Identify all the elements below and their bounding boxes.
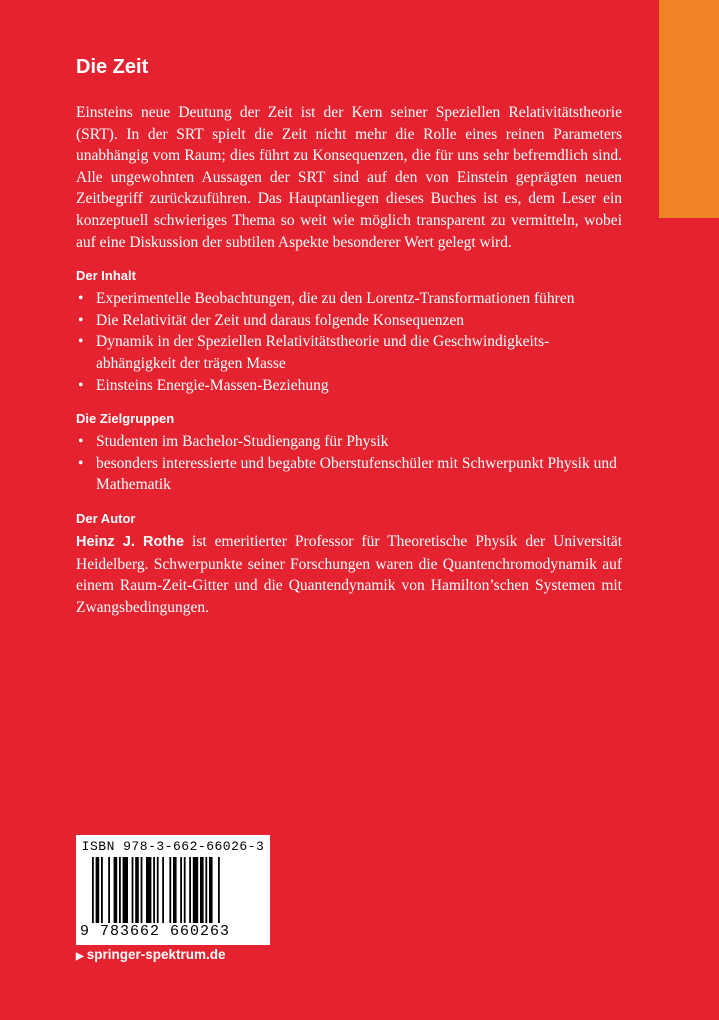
barcode-bar <box>184 857 186 923</box>
barcode-bar <box>96 857 100 923</box>
list-item: • Experimentelle Beobachtungen, die zu den Lorentz-Transformationen führen <box>76 288 622 310</box>
inhalt-list <box>76 288 622 396</box>
barcode-bar <box>108 857 110 923</box>
book-title: Die Zeit <box>76 56 149 78</box>
arrow-right-icon: ▶ <box>76 951 84 962</box>
barcode-bar <box>205 857 207 923</box>
barcode-bar <box>146 857 151 923</box>
isbn-label: ISBN 978-3-662-66026-3 <box>81 839 265 854</box>
barcode-bar <box>132 857 134 923</box>
barcode-bar <box>200 857 204 923</box>
list-item: • Die Relativität der Zeit und daraus folgende Konsequenzen <box>76 310 622 332</box>
barcode-bar <box>162 857 164 923</box>
list-item: • Einsteins Energie-Massen-Beziehung <box>76 375 622 397</box>
zielgruppen-list <box>76 431 622 496</box>
list-item: • Studenten im Bachelor-Studiengang für Physik <box>76 431 622 453</box>
bullet-icon: • <box>78 333 84 351</box>
barcode-bar <box>153 857 155 923</box>
bullet-icon: • <box>78 454 84 472</box>
barcode-bar <box>101 857 103 923</box>
isbn-barcode <box>76 835 270 945</box>
inhalt-heading: Der Inhalt <box>76 268 136 284</box>
barcode-bar <box>180 857 182 923</box>
author-name: Heinz J. Rothe <box>76 533 185 550</box>
list-item: • besonders interessierte und begabte Oberstufenschüler mit Schwerpunkt Physik und Mathematik <box>78 454 617 494</box>
barcode-bar <box>218 857 220 923</box>
autor-heading: Der Autor <box>76 510 136 526</box>
author-bio: ist emeritierter Professor für Theoretische Physik der Universität Heidelberg. Schwerpunkte seiner Forschungen waren die Quantenchromodynamik auf einem Raum-Zeit-Gitter und die Quantendynamik von Hamilton’schen Systemen mit Zwangsbedingungen. <box>76 532 623 616</box>
bullet-icon: • <box>78 290 84 308</box>
barcode-bar <box>135 857 139 923</box>
barcode-bar <box>141 857 143 923</box>
barcode-bar <box>193 857 198 923</box>
barcode-bar <box>119 857 121 923</box>
website-label: springer-spektrum.de <box>86 947 226 962</box>
back-cover-text <box>76 52 622 618</box>
barcode-bar <box>189 857 191 923</box>
orange-corner-tab <box>659 0 719 218</box>
bullet-icon: • <box>78 376 84 394</box>
barcode-bar <box>173 857 177 923</box>
barcode-bar <box>209 857 213 923</box>
barcode-bar <box>123 857 128 923</box>
barcode-bar <box>92 857 94 923</box>
publisher-website[interactable] <box>76 947 226 962</box>
barcode-digits: 9 783662 660263 <box>80 923 231 940</box>
barcode-bar <box>114 857 118 923</box>
bullet-icon: • <box>78 433 84 451</box>
intro-paragraph: Einsteins neue Deutung der Zeit ist der Kern seiner Speziellen Relativitätstheorie (SRT). In der SRT spielt die Zeit nicht mehr die Rolle eines reinen Parameters unabhängig vom Raum; dies führt zu Konsequenzen, die für uns sehr befremdlich sind. Alle ungewohnten Aussagen der SRT sind auf den von Einstein geprägten neuen Zeitbegriff zurückzuführen. Das Hauptanliegen dieses Buches ist es, dem Leser ein konzeptuell schwieriges Thema so weit wie möglich transparent zu vermitteln, wobei auf eine Diskussion der subtilen Aspekte besonderer Wert gelegt wird. <box>76 104 622 251</box>
bullet-icon: • <box>78 311 84 329</box>
barcode-bars <box>92 857 264 923</box>
list-item: • Dynamik in der Speziellen Relativitätstheorie und die Geschwindigkeitsabhängigkeit der trägen Masse <box>78 333 550 372</box>
barcode-bar <box>169 857 171 923</box>
author-paragraph <box>76 531 622 618</box>
zielgruppen-heading: Die Zielgruppen <box>76 411 175 427</box>
barcode-bar <box>157 857 159 923</box>
